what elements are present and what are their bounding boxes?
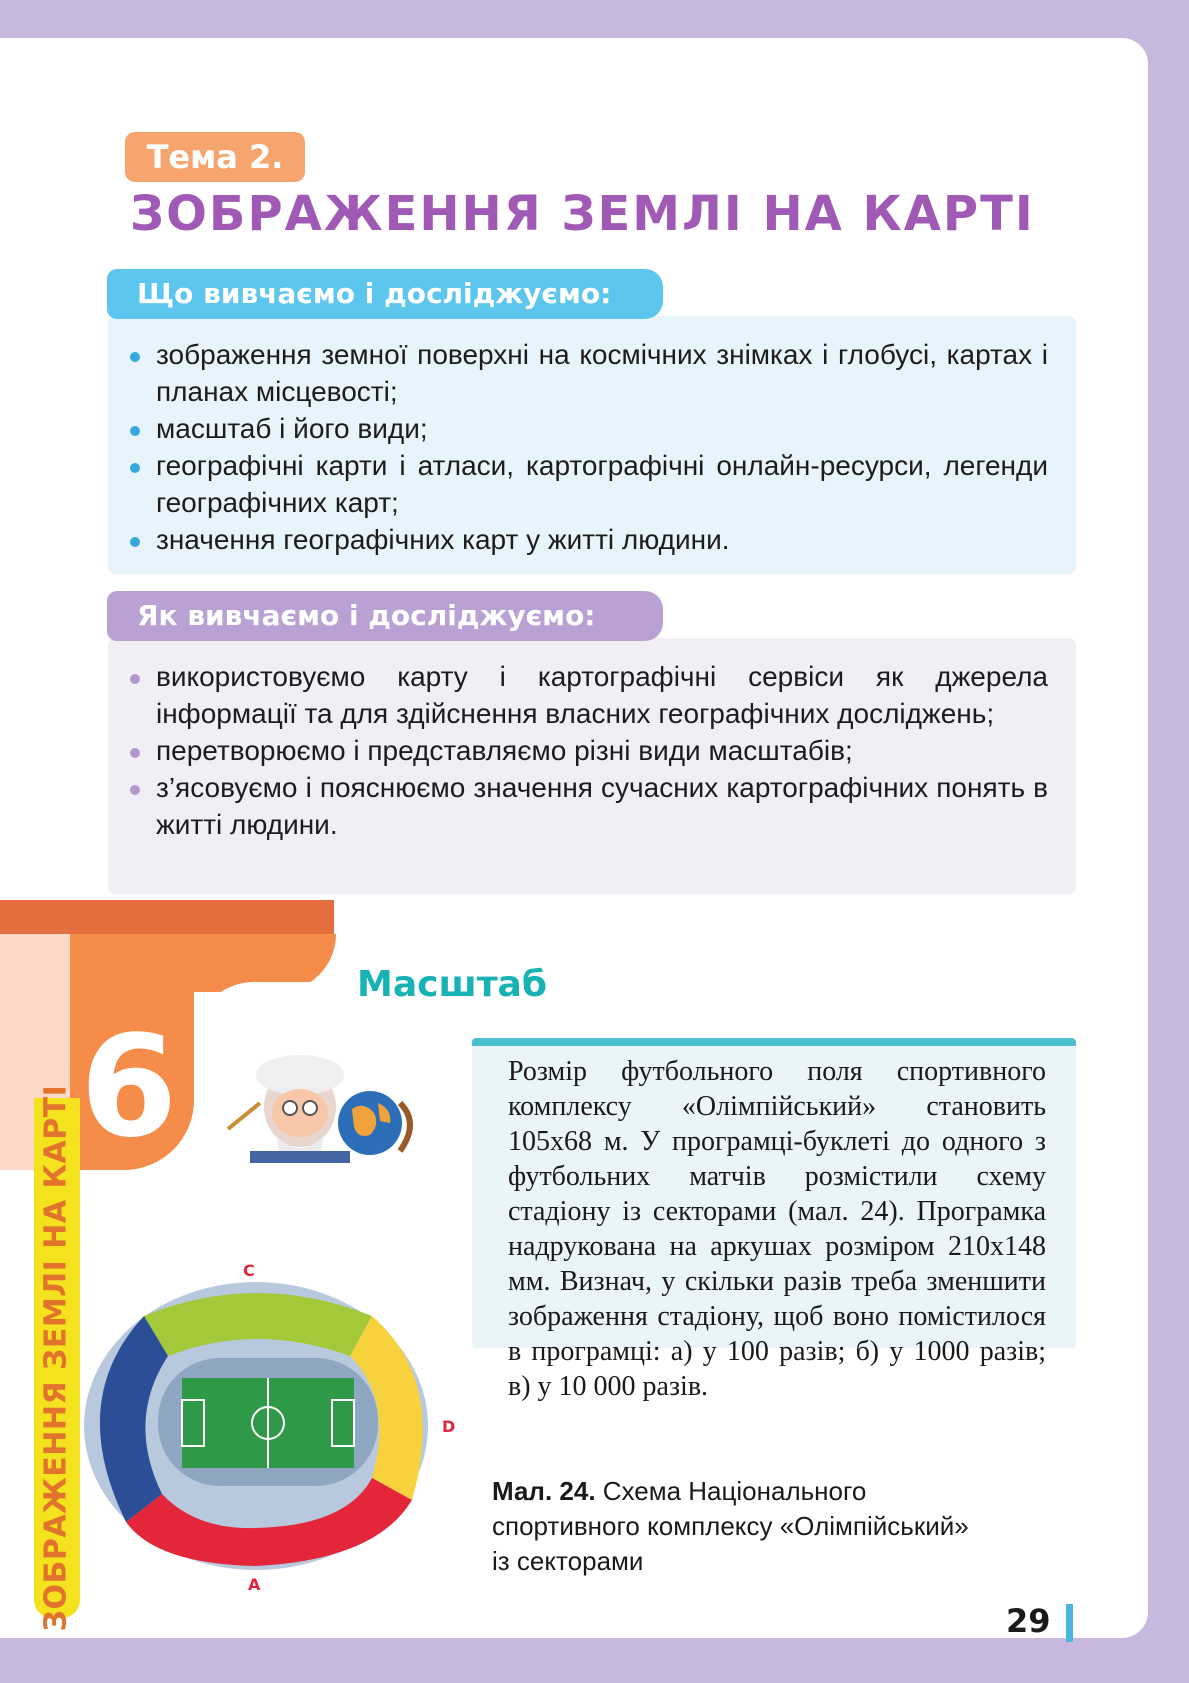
- list-item-text: зображення земної поверхні на космічних знімках і глобусі, картах і планах місцевості;: [156, 339, 1048, 407]
- study-heading: Що вивчаємо і досліджуємо:: [107, 269, 663, 319]
- list-item-text: масштаб і його види;: [156, 413, 428, 444]
- chapter-side-label: ЗОБРАЖЕННЯ ЗЕМЛІ НА КАРТІ: [38, 1084, 74, 1632]
- topic-label: Тема 2.: [125, 132, 305, 182]
- page-number: 29: [1006, 1602, 1051, 1640]
- study-list: [108, 336, 1048, 558]
- page-number-bar: [1066, 1604, 1073, 1642]
- list-item-text: значення географічних карт у житті людини.: [156, 524, 730, 555]
- stadium-letter-top: C: [243, 1261, 255, 1280]
- section-title: Масштаб: [357, 964, 547, 1005]
- list-item-text: географічні карти і атласи, картографічні онлайн-ресурси, легенди географічних карт;: [156, 450, 1048, 518]
- bullet-icon: [130, 674, 140, 684]
- professor-icon: [228, 1055, 350, 1163]
- stadium-letter-right: D: [442, 1417, 456, 1436]
- how-heading: Як вивчаємо і досліджуємо:: [107, 591, 663, 641]
- figure-caption: [492, 1474, 972, 1579]
- list-item: [108, 658, 1048, 732]
- list-item-text: перетворюємо і представляємо різні види масштабів;: [156, 735, 853, 766]
- bullet-icon: [130, 785, 140, 795]
- stadium-letter-bottom: A: [248, 1575, 261, 1594]
- figure-caption-text: Схема Національного спортивного комплексу «Олімпійський» із секторами: [492, 1476, 969, 1576]
- stadium-sector-diagram: [76, 1260, 456, 1594]
- list-item: [108, 521, 1048, 558]
- problem-text: Розмір футбольного поля спортивного комплексу «Олімпійський» становить 105х68 м. У програмці-буклеті до одного з футбольних матчів розмістили схему стадіону із секторами (мал. 24). Програмка надрукована на аркушах розміром 210х148 мм. Визнач, у скільки разів треба зменшити зображення стадіону, щоб воно помістилося в програмці: а) у 100 разів; б) у 1000 разів; в) у 10 000 разів.: [508, 1056, 1046, 1402]
- list-item: [108, 336, 1048, 410]
- bullet-icon: [130, 463, 140, 473]
- page-title: ЗОБРАЖЕННЯ ЗЕМЛІ НА КАРТІ: [130, 186, 1035, 242]
- list-item-text: використовуємо карту і картографічні сервіси як джерела інформації та для здійснення власних географічних досліджень;: [156, 661, 1048, 729]
- globe-icon: [338, 1091, 410, 1155]
- list-item: [108, 410, 1048, 447]
- bullet-icon: [130, 426, 140, 436]
- lesson-banner-strip: [0, 900, 334, 934]
- bullet-icon: [130, 352, 140, 362]
- figure-label: Мал. 24.: [492, 1476, 596, 1506]
- how-list: [108, 658, 1048, 843]
- list-item: [108, 769, 1048, 843]
- bullet-icon: [130, 748, 140, 758]
- list-item: [108, 732, 1048, 769]
- list-item: [108, 447, 1048, 521]
- bullet-icon: [130, 537, 140, 547]
- lesson-number: 6: [80, 1006, 178, 1169]
- textbook-page: [0, 38, 1148, 1638]
- list-item-text: з’ясовуємо і пояснюємо значення сучасних картографічних понять в житті людини.: [156, 772, 1048, 840]
- professor-with-globe-illustration: [210, 1043, 450, 1163]
